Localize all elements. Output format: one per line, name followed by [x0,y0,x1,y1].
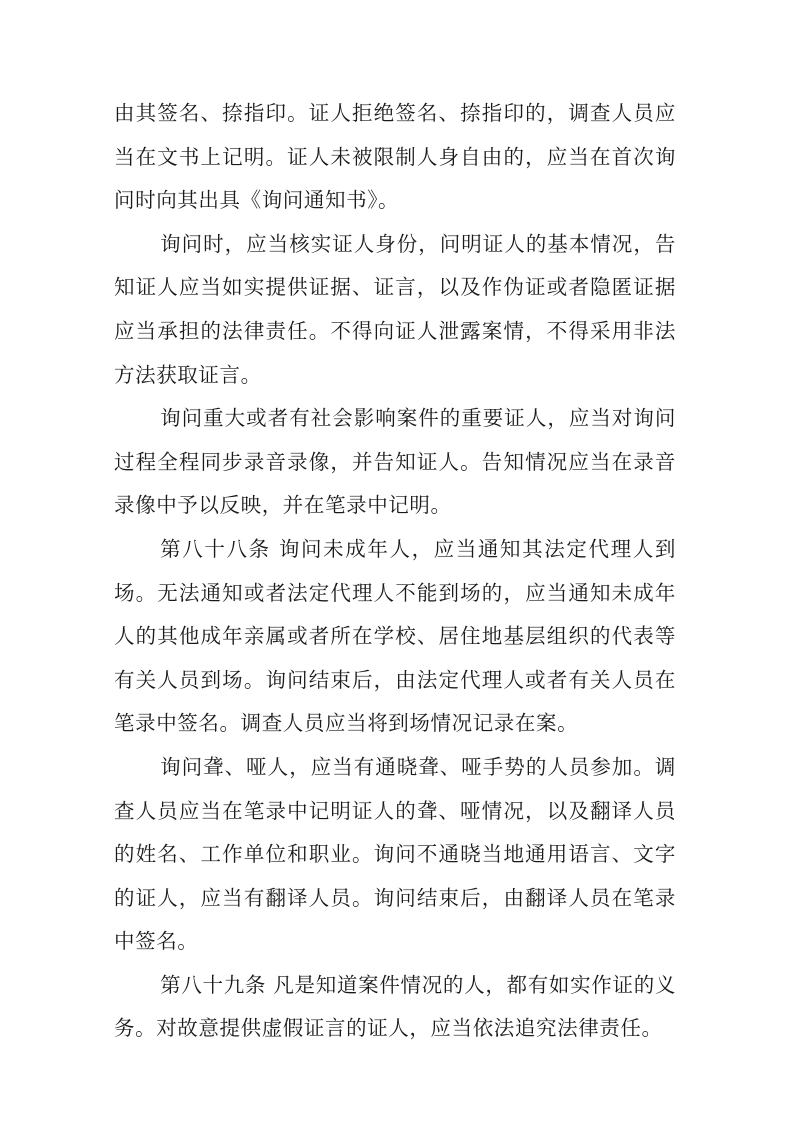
paragraph-recording-requirement: 询问重大或者有社会影响案件的重要证人，应当对询问过程全程同步录音录像，并告知证人。告知情况应当在录音录像中予以反映，并在笔录中记明。 [114,406,676,518]
paragraph-signature-requirement: 由其签名、捺指印。证人拒绝签名、捺指印的，调查人员应当在文书上记明。证人未被限制人身自由的，应当在首次询问时向其出具《询问通知书》。 [114,101,676,213]
paragraph-article-88: 第八十八条 询问未成年人，应当通知其法定代理人到场。无法通知或者法定代理人不能到场的，应当通知未成年人的其他成年亲属或者所在学校、居住地基层组织的代表等有关人员到场。询问结束后，由法定代理人或者有关人员在笔录中签名。调查人员应当将到场情况记录在案。 [114,536,676,736]
paragraph-article-89: 第八十九条 凡是知道案件情况的人，都有如实作证的义务。对故意提供虚假证言的证人，应当依法追究法律责任。 [114,972,676,1041]
paragraph-deaf-mute-witness: 询问聋、哑人，应当有通晓聋、哑手势的人员参加。调查人员应当在笔录中记明证人的聋、哑情况，以及翻译人员的姓名、工作单位和职业。询问不通晓当地通用语言、文字的证人，应当有翻译人员。询问结束后，由翻译人员在笔录中签名。 [114,754,676,954]
paragraph-identity-verification: 询问时，应当核实证人身份，问明证人的基本情况，告知证人应当如实提供证据、证言，以及作伪证或者隐匿证据应当承担的法律责任。不得向证人泄露案情，不得采用非法方法获取证言。 [114,231,676,387]
document-body [114,92,676,1051]
